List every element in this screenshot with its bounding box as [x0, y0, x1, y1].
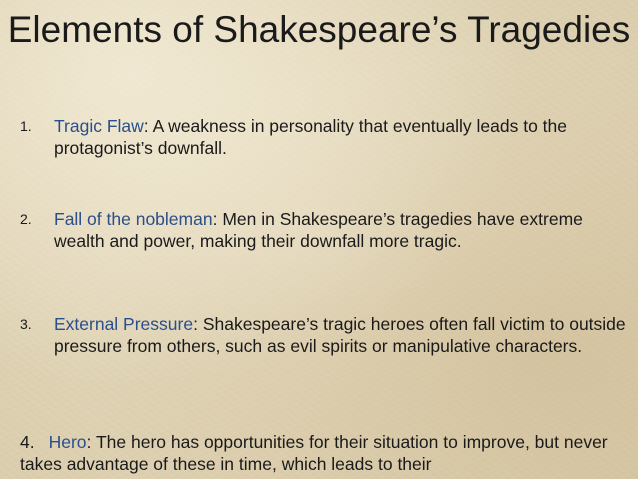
list-item-fall-of-the-nobleman — [20, 208, 630, 252]
list-item-external-pressure — [20, 313, 630, 357]
list-item-text: A weakness in personality that eventually leads to the protagonist’s downfall. — [54, 116, 567, 158]
list-item-body — [54, 313, 630, 357]
list-item-text: Men in Shakespeare’s tragedies have extreme wealth and power, making their downfall more tragic. — [54, 209, 583, 251]
list-item-term: External Pressure — [54, 314, 194, 334]
list-item-separator: : — [143, 116, 149, 136]
list-item-body — [54, 208, 630, 252]
list-item-text: Shakespeare’s tragic heroes often fall victim to outside pressure from others, such as evil spirits or manipulative characters. — [54, 314, 626, 356]
slide-title: Elements of Shakespeare’s Tragedies — [7, 9, 631, 50]
list-item-number: 2. — [20, 211, 32, 227]
list-item-separator: : — [86, 432, 92, 452]
list-item-term: Tragic Flaw — [54, 116, 144, 136]
list-item-tragic-flaw — [20, 115, 630, 159]
list-item-body — [54, 115, 630, 159]
list-item-number: 1. — [20, 118, 32, 134]
list-item-term: Hero — [48, 432, 87, 452]
list-item-number: 4. — [20, 432, 35, 452]
list-item-number: 3. — [20, 316, 32, 332]
list-item-term: Fall of the nobleman — [54, 209, 213, 229]
list-item-hero — [20, 431, 632, 475]
list-item-text: The hero has opportunities for their situation to improve, but never takes advantage of these in time, which leads to their — [20, 432, 608, 474]
list-item-separator: : — [212, 209, 218, 229]
list-item-separator: : — [193, 314, 198, 334]
